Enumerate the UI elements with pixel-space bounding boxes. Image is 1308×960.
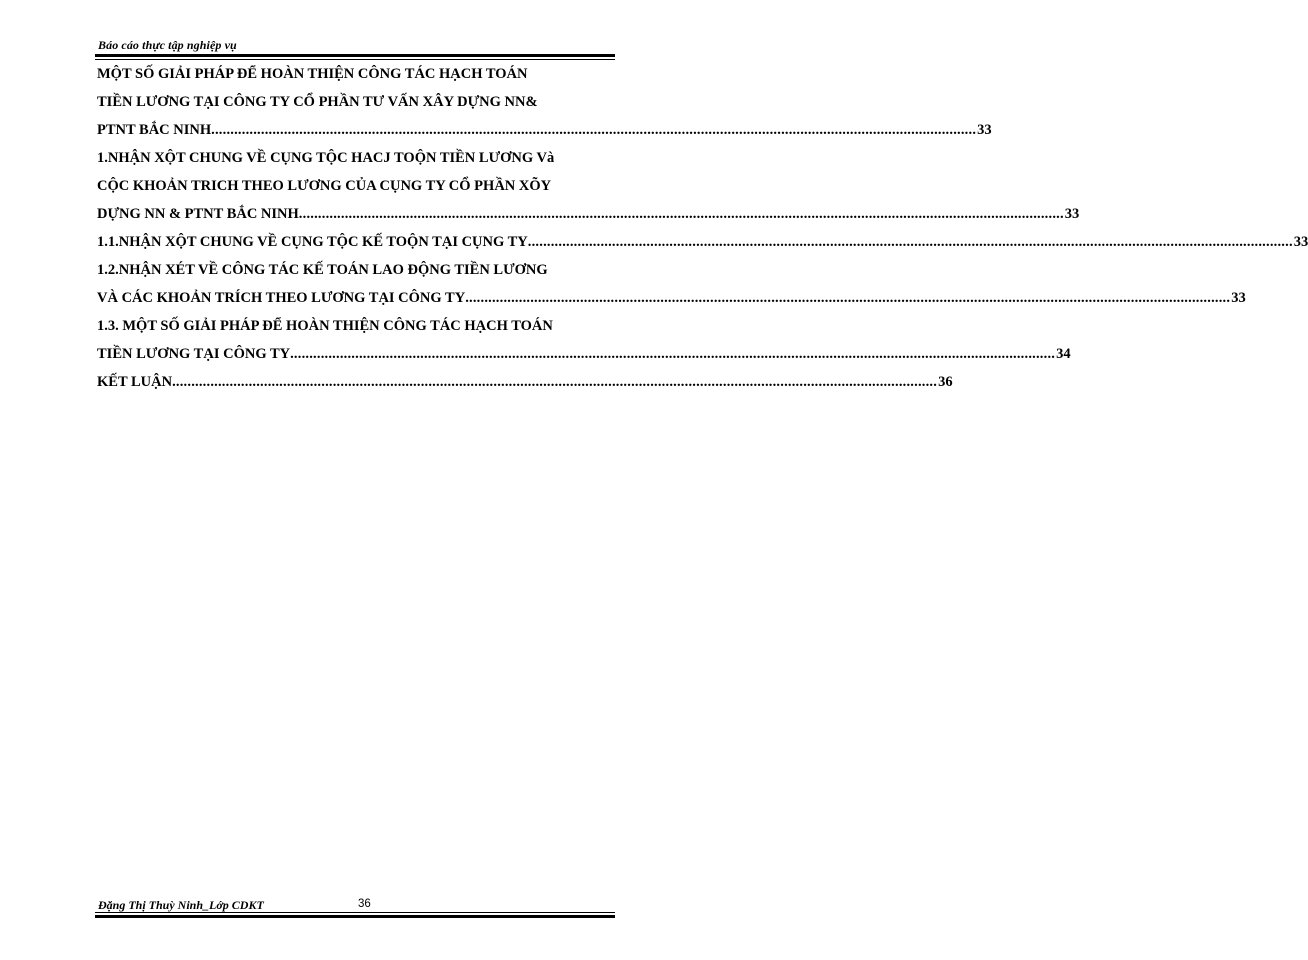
toc-dot-leader: ........................................................................................................................................................................................................: [465, 290, 1231, 306]
toc-page-number: 33: [1064, 206, 1080, 222]
footer-author: Đặng Thị Thuỳ Ninh_Lớp CDKT: [98, 898, 264, 912]
toc-entry-line: 1.2.NHẬN XÉT VỀ CÔNG TÁC KẾ TOÁN LAO ĐỘNG TIỀN LƯƠNG: [97, 262, 548, 278]
toc-entry-title-end: DỰNG NN & PTNT BẮC NINH: [97, 206, 299, 222]
toc-entry[interactable]: [97, 256, 1246, 312]
toc-entry-line: CỘC KHOẢN TRICH THEO LƯƠNG CỦA CỤNG TY CỔ PHẦN XÕY: [97, 178, 552, 194]
toc-entry[interactable]: [97, 228, 1308, 256]
footer-page-number: 36: [358, 898, 371, 910]
toc-dot-leader: ........................................................................................................................................................................................................: [211, 122, 977, 138]
toc-page-number: 34: [1056, 346, 1071, 362]
toc-entry[interactable]: [97, 60, 992, 144]
toc-page-number: 33: [1293, 234, 1308, 250]
toc-entry-title-end: 1.1.NHẬN XỘT CHUNG VỀ CỤNG TỘC KẾ TOỘN TẠI CỤNG TY: [97, 234, 528, 250]
toc-entry-line: 1.3. MỘT SỐ GIẢI PHÁP ĐỂ HOÀN THIỆN CÔNG TÁC HẠCH TOÁN: [97, 318, 553, 334]
toc-entry-line: 1.NHẬN XỘT CHUNG VỀ CỤNG TỘC HACJ TOỘN TIỀN LƯƠNG Và: [97, 150, 555, 166]
toc-entry-title-end: TIỀN LƯƠNG TẠI CÔNG TY: [97, 346, 291, 362]
toc-entry[interactable]: [97, 144, 1080, 228]
footer-rule-thick: [95, 915, 615, 918]
table-of-contents: [97, 60, 1308, 396]
toc-dot-leader: ........................................................................................................................................................................................................: [527, 234, 1293, 250]
toc-dot-leader: ........................................................................................................................................................................................................: [298, 206, 1064, 222]
header-rule-thick: [95, 54, 615, 57]
page-header: Báo cáo thực tập nghiệp vụ: [98, 38, 237, 52]
toc-page-number: 33: [977, 122, 992, 138]
page-footer: [98, 898, 371, 913]
toc-entry[interactable]: [97, 368, 953, 396]
toc-page-number: 33: [1231, 290, 1246, 306]
toc-entry-line: TIỀN LƯƠNG TẠI CÔNG TY CỔ PHẦN TƯ VẤN XÂY DỰNG NN&: [97, 94, 538, 110]
toc-entry[interactable]: [97, 312, 1071, 368]
toc-page-number: 36: [938, 374, 953, 390]
footer-rule-thin: [95, 912, 615, 913]
toc-entry-title-end: PTNT BẮC NINH: [97, 122, 212, 138]
toc-entry-title-end: VÀ CÁC KHOẢN TRÍCH THEO LƯƠNG TẠI CÔNG TY: [97, 290, 466, 306]
toc-entry-title-end: KẾT LUẬN: [97, 374, 173, 390]
toc-entry-line: MỘT SỐ GIẢI PHÁP ĐỂ HOÀN THIỆN CÔNG TÁC HẠCH TOÁN: [97, 66, 528, 82]
toc-dot-leader: ........................................................................................................................................................................................................: [290, 346, 1056, 362]
toc-dot-leader: ........................................................................................................................................................................................................: [172, 374, 938, 390]
